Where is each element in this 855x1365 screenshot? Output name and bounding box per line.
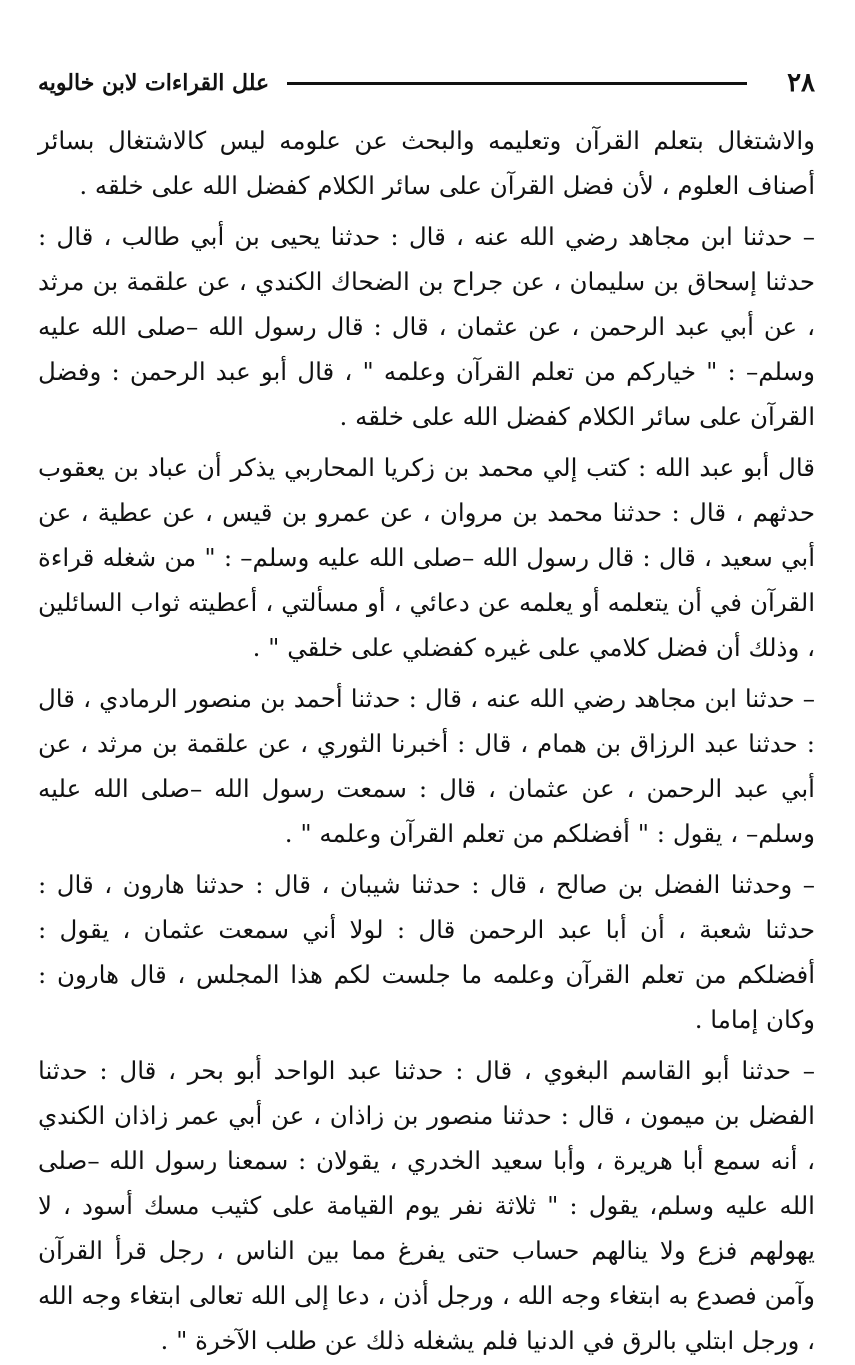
paragraph: والاشتغال بتعلم القرآن وتعليمه والبحث عن علومه ليس كالاشتغال بسائر أصناف العلوم ، لأن فضل القرآن على سائر الكلام كفضل الله على خلقه . <box>38 126 815 200</box>
paragraph: – حدثنا ابن مجاهد رضي الله عنه ، قال : حدثنا أحمد بن منصور الرمادي ، قال : حدثنا عبد الرزاق بن همام ، قال : أخبرنا الثوري ، عن علقمة بن مرثد ، عن أبي عبد الرحمن ، عن عثمان ، قال : سمعت رسول الله –صلى الله عليه وسلم– ، يقول : " أفضلكم من تعلم القرآن وعلمه " . <box>38 684 815 848</box>
running-header <box>38 62 815 104</box>
paragraph: – حدثنا أبو القاسم البغوي ، قال : حدثنا عبد الواحد أبو بحر ، قال : حدثنا الفضل بن ميمون ، قال : حدثنا منصور بن زاذان ، عن أبي عمر زاذان الكندي ، أنه سمع أبا هريرة ، وأبا سعيد الخدري ، يقولان : سمعنا رسول الله –صلى الله عليه وسلم، يقول : " ثلاثة نفر يوم القيامة على كثيب مسك أسود ، لا يهولهم فزع ولا ينالهم حساب حتى يفرغ مما بين الناس ، رجل قرأ القرآن وآمن فصدع به ابتغاء وجه الله ، ورجل أذن ، دعا إلى الله تعالى ابتغاء وجه الله ، ورجل ابتلي بالرق في الدنيا فلم يشغله ذلك عن طلب الآخرة " . <box>38 1056 815 1355</box>
page-number: ٢٨ <box>787 68 815 98</box>
paragraph: – وحدثنا الفضل بن صالح ، قال : حدثنا شيبان ، قال : حدثنا هارون ، قال : حدثنا شعبة ، أن أبا عبد الرحمن قال : لولا أني سمعت عثمان ، يقول : أفضلكم من تعلم القرآن وعلمه ما جلست لكم هذا المجلس ، قال هارون : وكان إماما . <box>38 870 815 1034</box>
body-text <box>38 118 815 1363</box>
header-rule <box>287 82 747 85</box>
paragraph: – حدثنا ابن مجاهد رضي الله عنه ، قال : حدثنا يحيى بن أبي طالب ، قال : حدثنا إسحاق بن سليمان ، عن جراح بن الضحاك الكندي ، عن علقمة بن مرثد ، عن أبي عبد الرحمن ، عن عثمان ، قال : قال رسول الله –صلى الله عليه وسلم– : " خياركم من تعلم القرآن وعلمه " ، قال أبو عبد الرحمن : وفضل القرآن على سائر الكلام كفضل الله على خلقه . <box>38 222 815 431</box>
book-title: علل القراءات لابن خالويه <box>38 70 270 96</box>
paragraph: قال أبو عبد الله : كتب إلي محمد بن زكريا المحاربي يذكر أن عباد بن يعقوب حدثهم ، قال : حدثنا محمد بن مروان ، عن عمرو بن قيس ، عن عطية ، عن أبي سعيد ، قال : قال رسول الله –صلى الله عليه وسلم– : " من شغله قراءة القرآن في أن يتعلمه أو يعلمه عن دعائي ، أو مسألتي ، أعطيته ثواب السائلين ، وذلك أن فضل كلامي على غيره كفضلي على خلقي " . <box>38 453 815 662</box>
